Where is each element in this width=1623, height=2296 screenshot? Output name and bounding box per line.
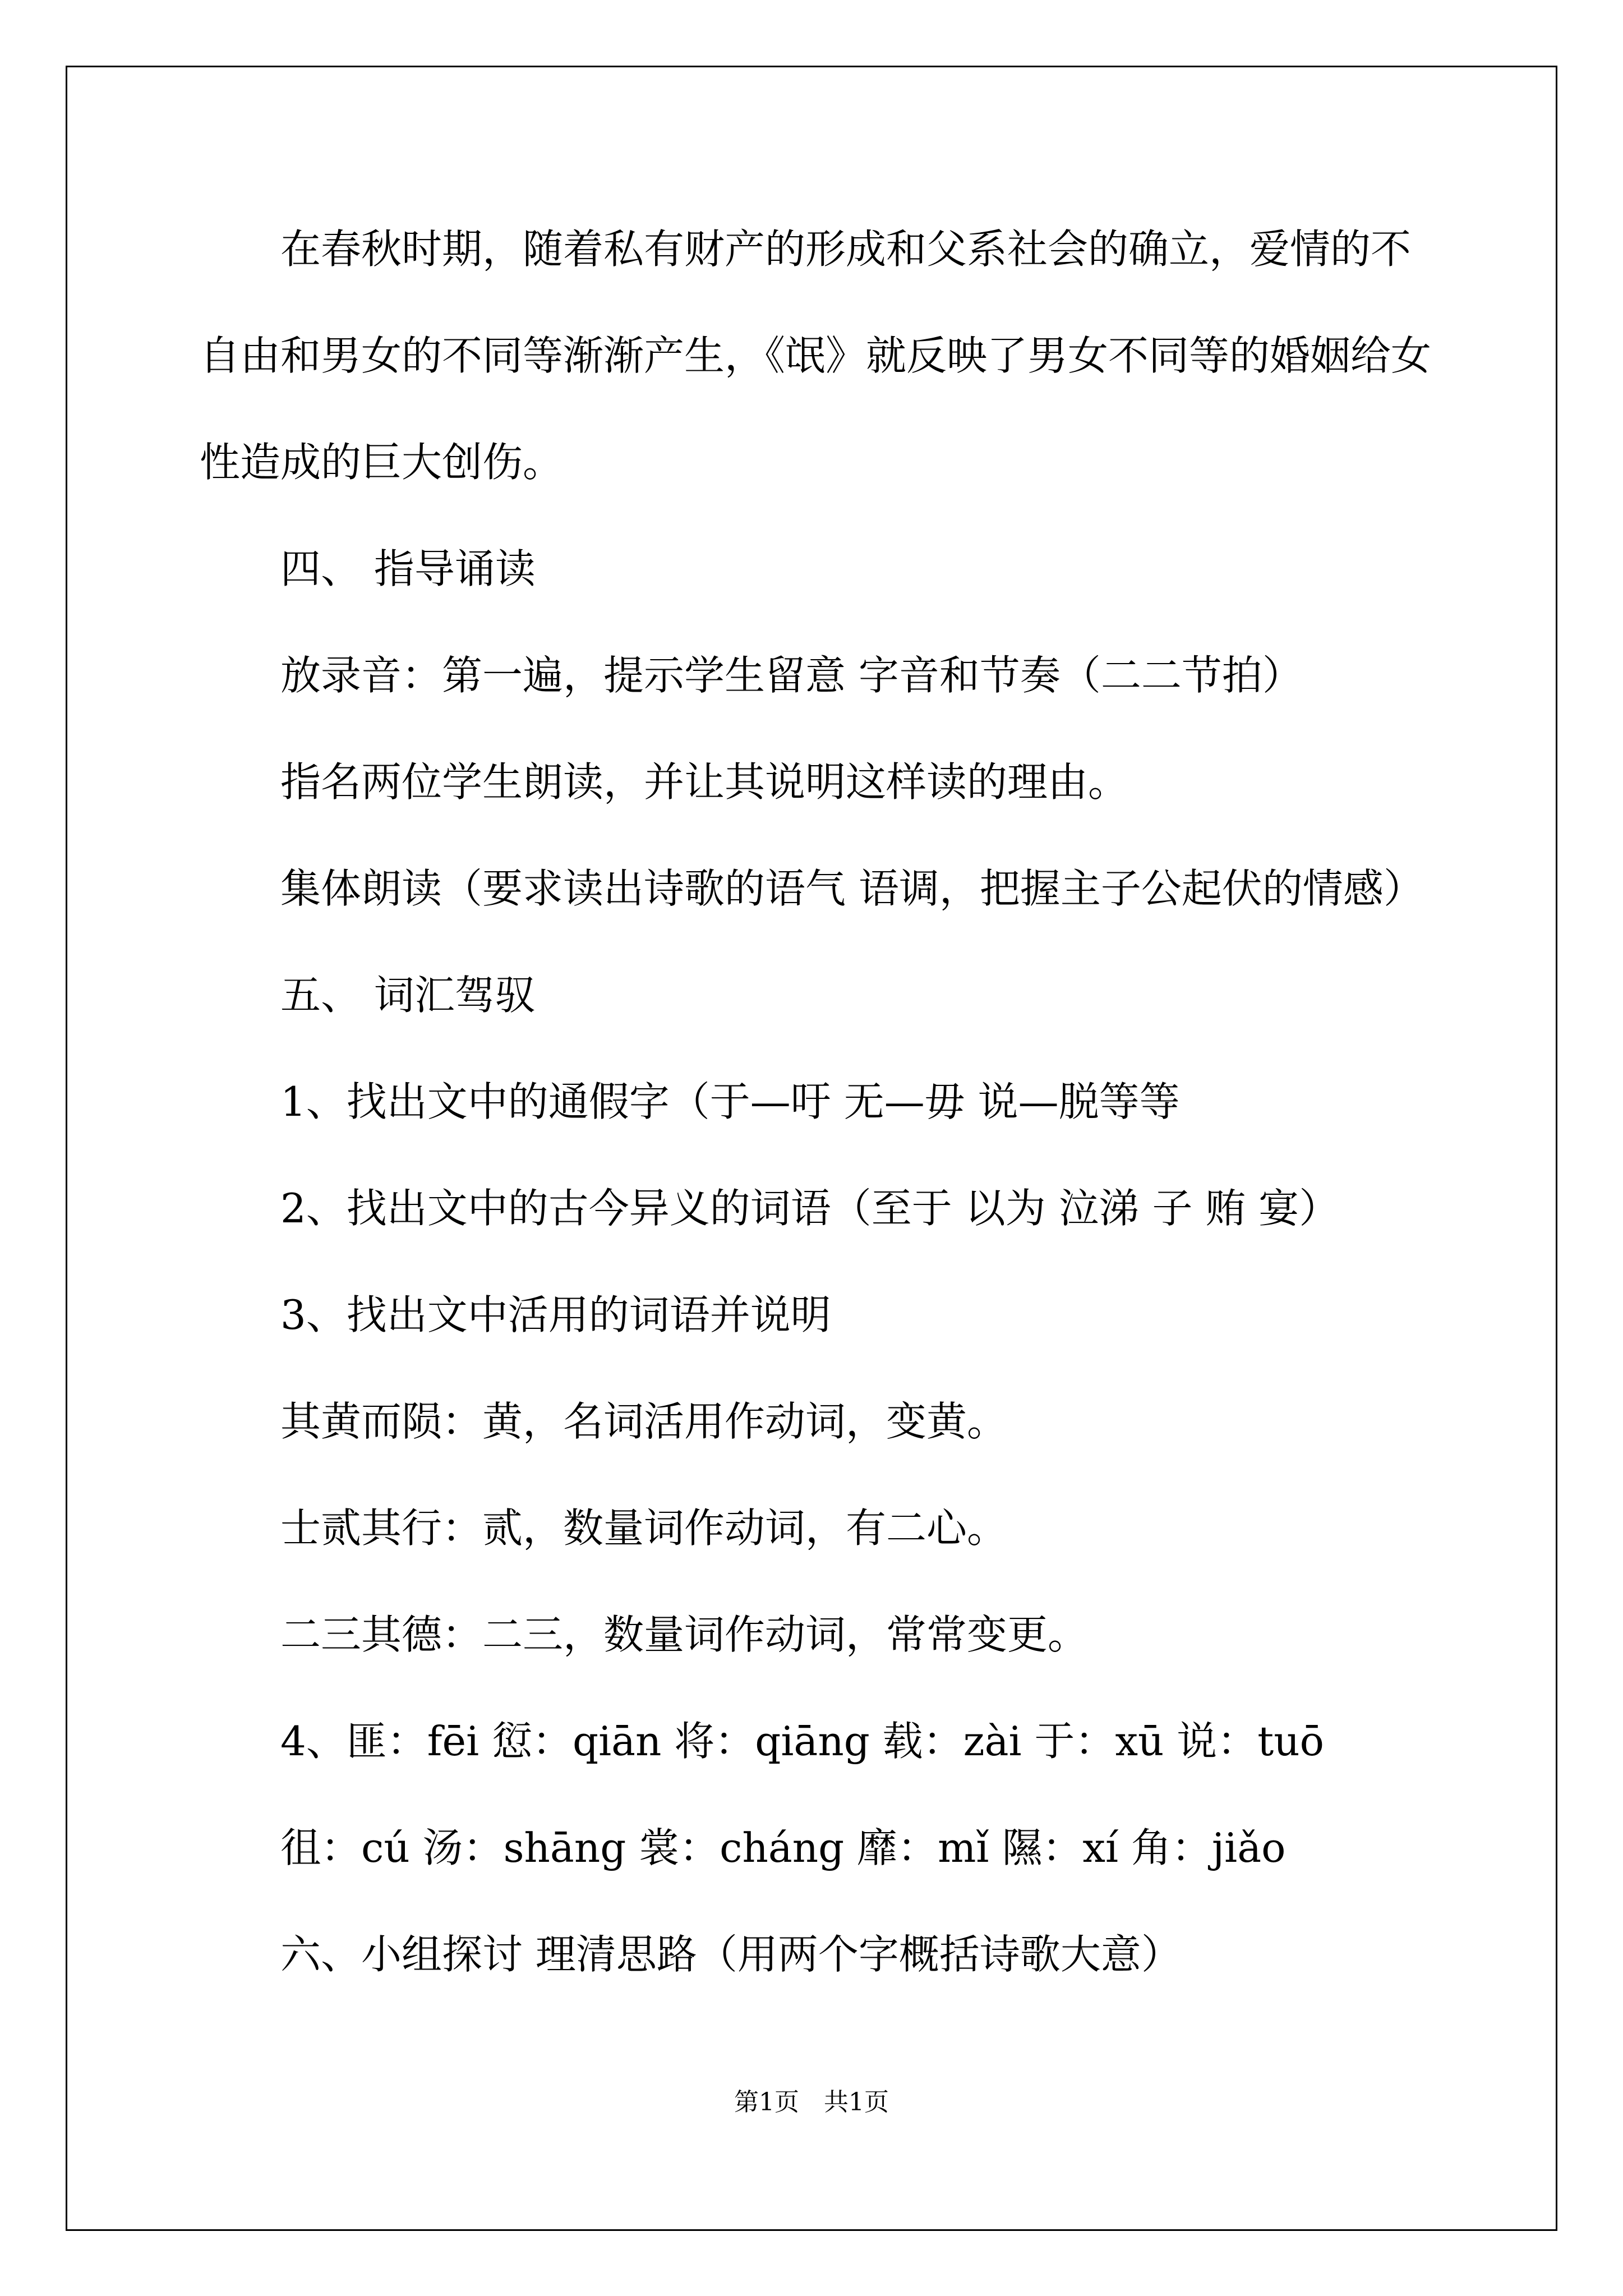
list-item: 放录音：第一遍，提示学生留意 字音和节奏（二二节拍） — [280, 652, 1303, 699]
list-item: 士贰其行：贰，数量词作动词，有二心。 — [280, 1504, 1008, 1552]
list-item: 集体朗读（要求读出诗歌的语气 语调，把握主子公起伏的情感） — [280, 865, 1424, 912]
paragraph-line: 性造成的巨大创伤。 — [200, 439, 564, 486]
paragraph-line: 自由和男女的不同等渐渐产生，《氓》就反映了男女不同等的婚姻给女 — [200, 332, 1432, 379]
list-item: 1、找出文中的通假字（于—吁 无—毋 说—脱等等 — [280, 1078, 1180, 1125]
list-item: 3、找出文中活用的词语并说明 — [280, 1291, 831, 1338]
section-heading: 四、 指导诵读 — [280, 545, 536, 592]
section-heading: 五、 词汇驾驭 — [280, 972, 536, 1019]
list-item: 4、匪：fēi 愆：qiān 将：qiāng 载：zài 于：xū 说：tuō — [280, 1718, 1324, 1765]
list-item: 指名两位学生朗读，并让其说明这样读的理由。 — [280, 758, 1129, 806]
list-item: 2、找出文中的古今异义的词语（至于 以为 泣涕 子 贿 宴） — [280, 1185, 1340, 1232]
paragraph-line: 在春秋时期，随着私有财产的形成和父系社会的确立，爱情的不 — [280, 226, 1412, 273]
list-item: 徂：cú 汤：shāng 裳：cháng 靡：mǐ 隰：xí 角：jiǎo — [280, 1824, 1286, 1871]
page-footer: 第1页 共1页 — [734, 2088, 889, 2116]
list-item: 其黄而陨：黄，名词活用作动词，变黄。 — [280, 1398, 1008, 1445]
list-item: 二三其德：二三，数量词作动词，常常变更。 — [280, 1611, 1089, 1658]
section-heading: 六、小组探讨 理清思路（用两个字概括诗歌大意） — [280, 1931, 1182, 1978]
